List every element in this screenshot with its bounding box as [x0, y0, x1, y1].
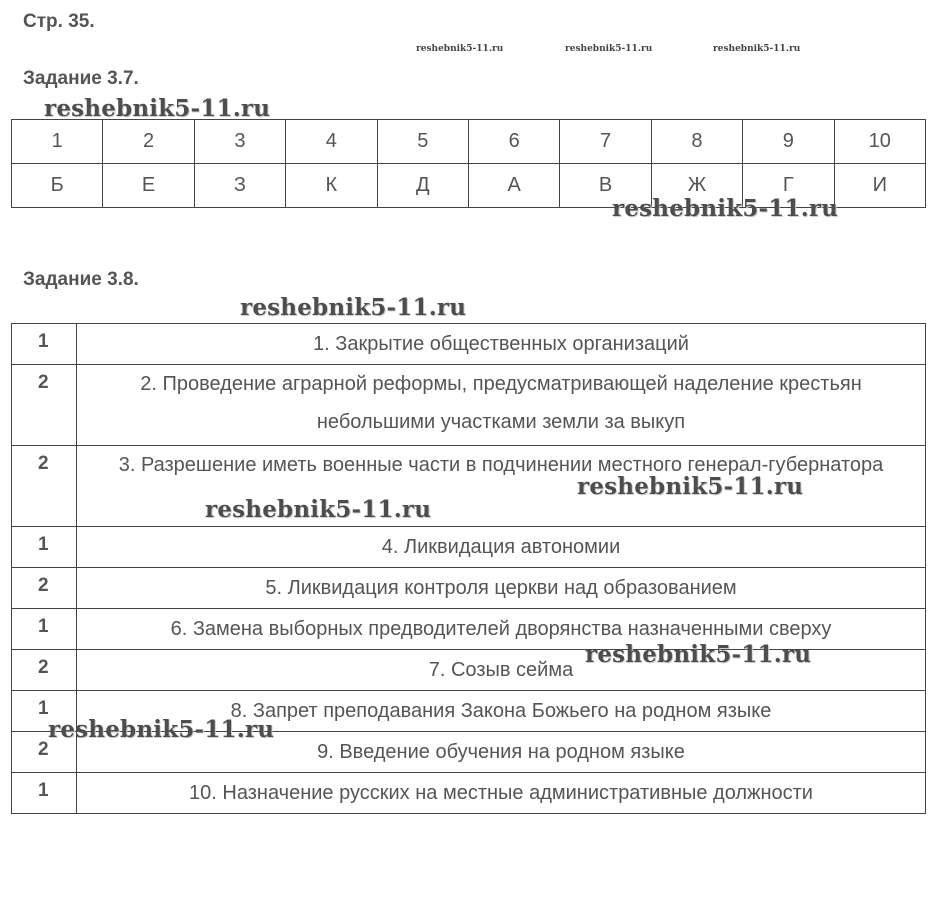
group-number: 2 [12, 365, 77, 446]
measure-text: 1. Закрытие общественных организаций [77, 324, 926, 365]
group-number: 2 [12, 650, 77, 691]
group-number: 1 [12, 324, 77, 365]
group-number: 2 [12, 568, 77, 609]
measure-text: 5. Ликвидация контроля церкви над образованием [77, 568, 926, 609]
watermark: reshebnik5-11.ru [577, 473, 804, 500]
table-cell: 5 [377, 120, 468, 164]
table-cell: 4 [286, 120, 377, 164]
task-3-7-numbers-row [12, 120, 926, 164]
table-cell: Г [743, 164, 834, 208]
table-cell: Е [103, 164, 194, 208]
watermark: reshebnik5-11.ru [416, 44, 504, 54]
measure-text: 3. Разрешение иметь военные части в подчинении местного генерал-губернатора [77, 446, 926, 527]
table-cell: В [560, 164, 651, 208]
table-cell: 7 [560, 120, 651, 164]
task-3-7-title: Задание 3.7. [23, 68, 139, 89]
table-cell: Ж [651, 164, 742, 208]
table-row [12, 324, 926, 365]
measure-text: 6. Замена выборных предводителей дворянства назначенными сверху [77, 609, 926, 650]
table-row [12, 568, 926, 609]
table-row [12, 365, 926, 446]
measure-text: 4. Ликвидация автономии [77, 527, 926, 568]
watermark: reshebnik5-11.ru [240, 294, 467, 321]
group-number: 1 [12, 609, 77, 650]
group-number: 2 [12, 446, 77, 527]
table-cell: К [286, 164, 377, 208]
measure-text: 8. Запрет преподавания Закона Божьего на родном языке [77, 691, 926, 732]
page-title: Стр. 35. [23, 11, 95, 32]
measure-text: 2. Проведение аграрной реформы, предусматривающей наделение крестьян небольшими участками земли за выкуп [77, 365, 926, 446]
table-cell: 8 [651, 120, 742, 164]
watermark: reshebnik5-11.ru [612, 195, 839, 222]
group-number: 1 [12, 691, 77, 732]
table-cell: Д [377, 164, 468, 208]
table-cell: И [834, 164, 925, 208]
table-cell: 2 [103, 120, 194, 164]
watermark: reshebnik5-11.ru [565, 44, 653, 54]
table-cell: Б [12, 164, 103, 208]
group-number: 1 [12, 527, 77, 568]
table-cell: 6 [468, 120, 559, 164]
watermark: reshebnik5-11.ru [585, 641, 812, 668]
measure-text: 7. Созыв сейма [77, 650, 926, 691]
table-cell: З [194, 164, 285, 208]
group-number: 2 [12, 732, 77, 773]
measure-text: 10. Назначение русских на местные административные должности [77, 773, 926, 814]
watermark: reshebnik5-11.ru [713, 44, 801, 54]
table-cell: 10 [834, 120, 925, 164]
watermark: reshebnik5-11.ru [44, 95, 271, 122]
table-cell: 9 [743, 120, 834, 164]
table-row [12, 527, 926, 568]
watermark: reshebnik5-11.ru [48, 716, 275, 743]
table-cell: 1 [12, 120, 103, 164]
watermark: reshebnik5-11.ru [205, 496, 432, 523]
table-row [12, 773, 926, 814]
table-cell: 3 [194, 120, 285, 164]
task-3-8-title: Задание 3.8. [23, 269, 139, 290]
table-cell: А [468, 164, 559, 208]
measure-text: 9. Введение обучения на родном языке [77, 732, 926, 773]
group-number: 1 [12, 773, 77, 814]
